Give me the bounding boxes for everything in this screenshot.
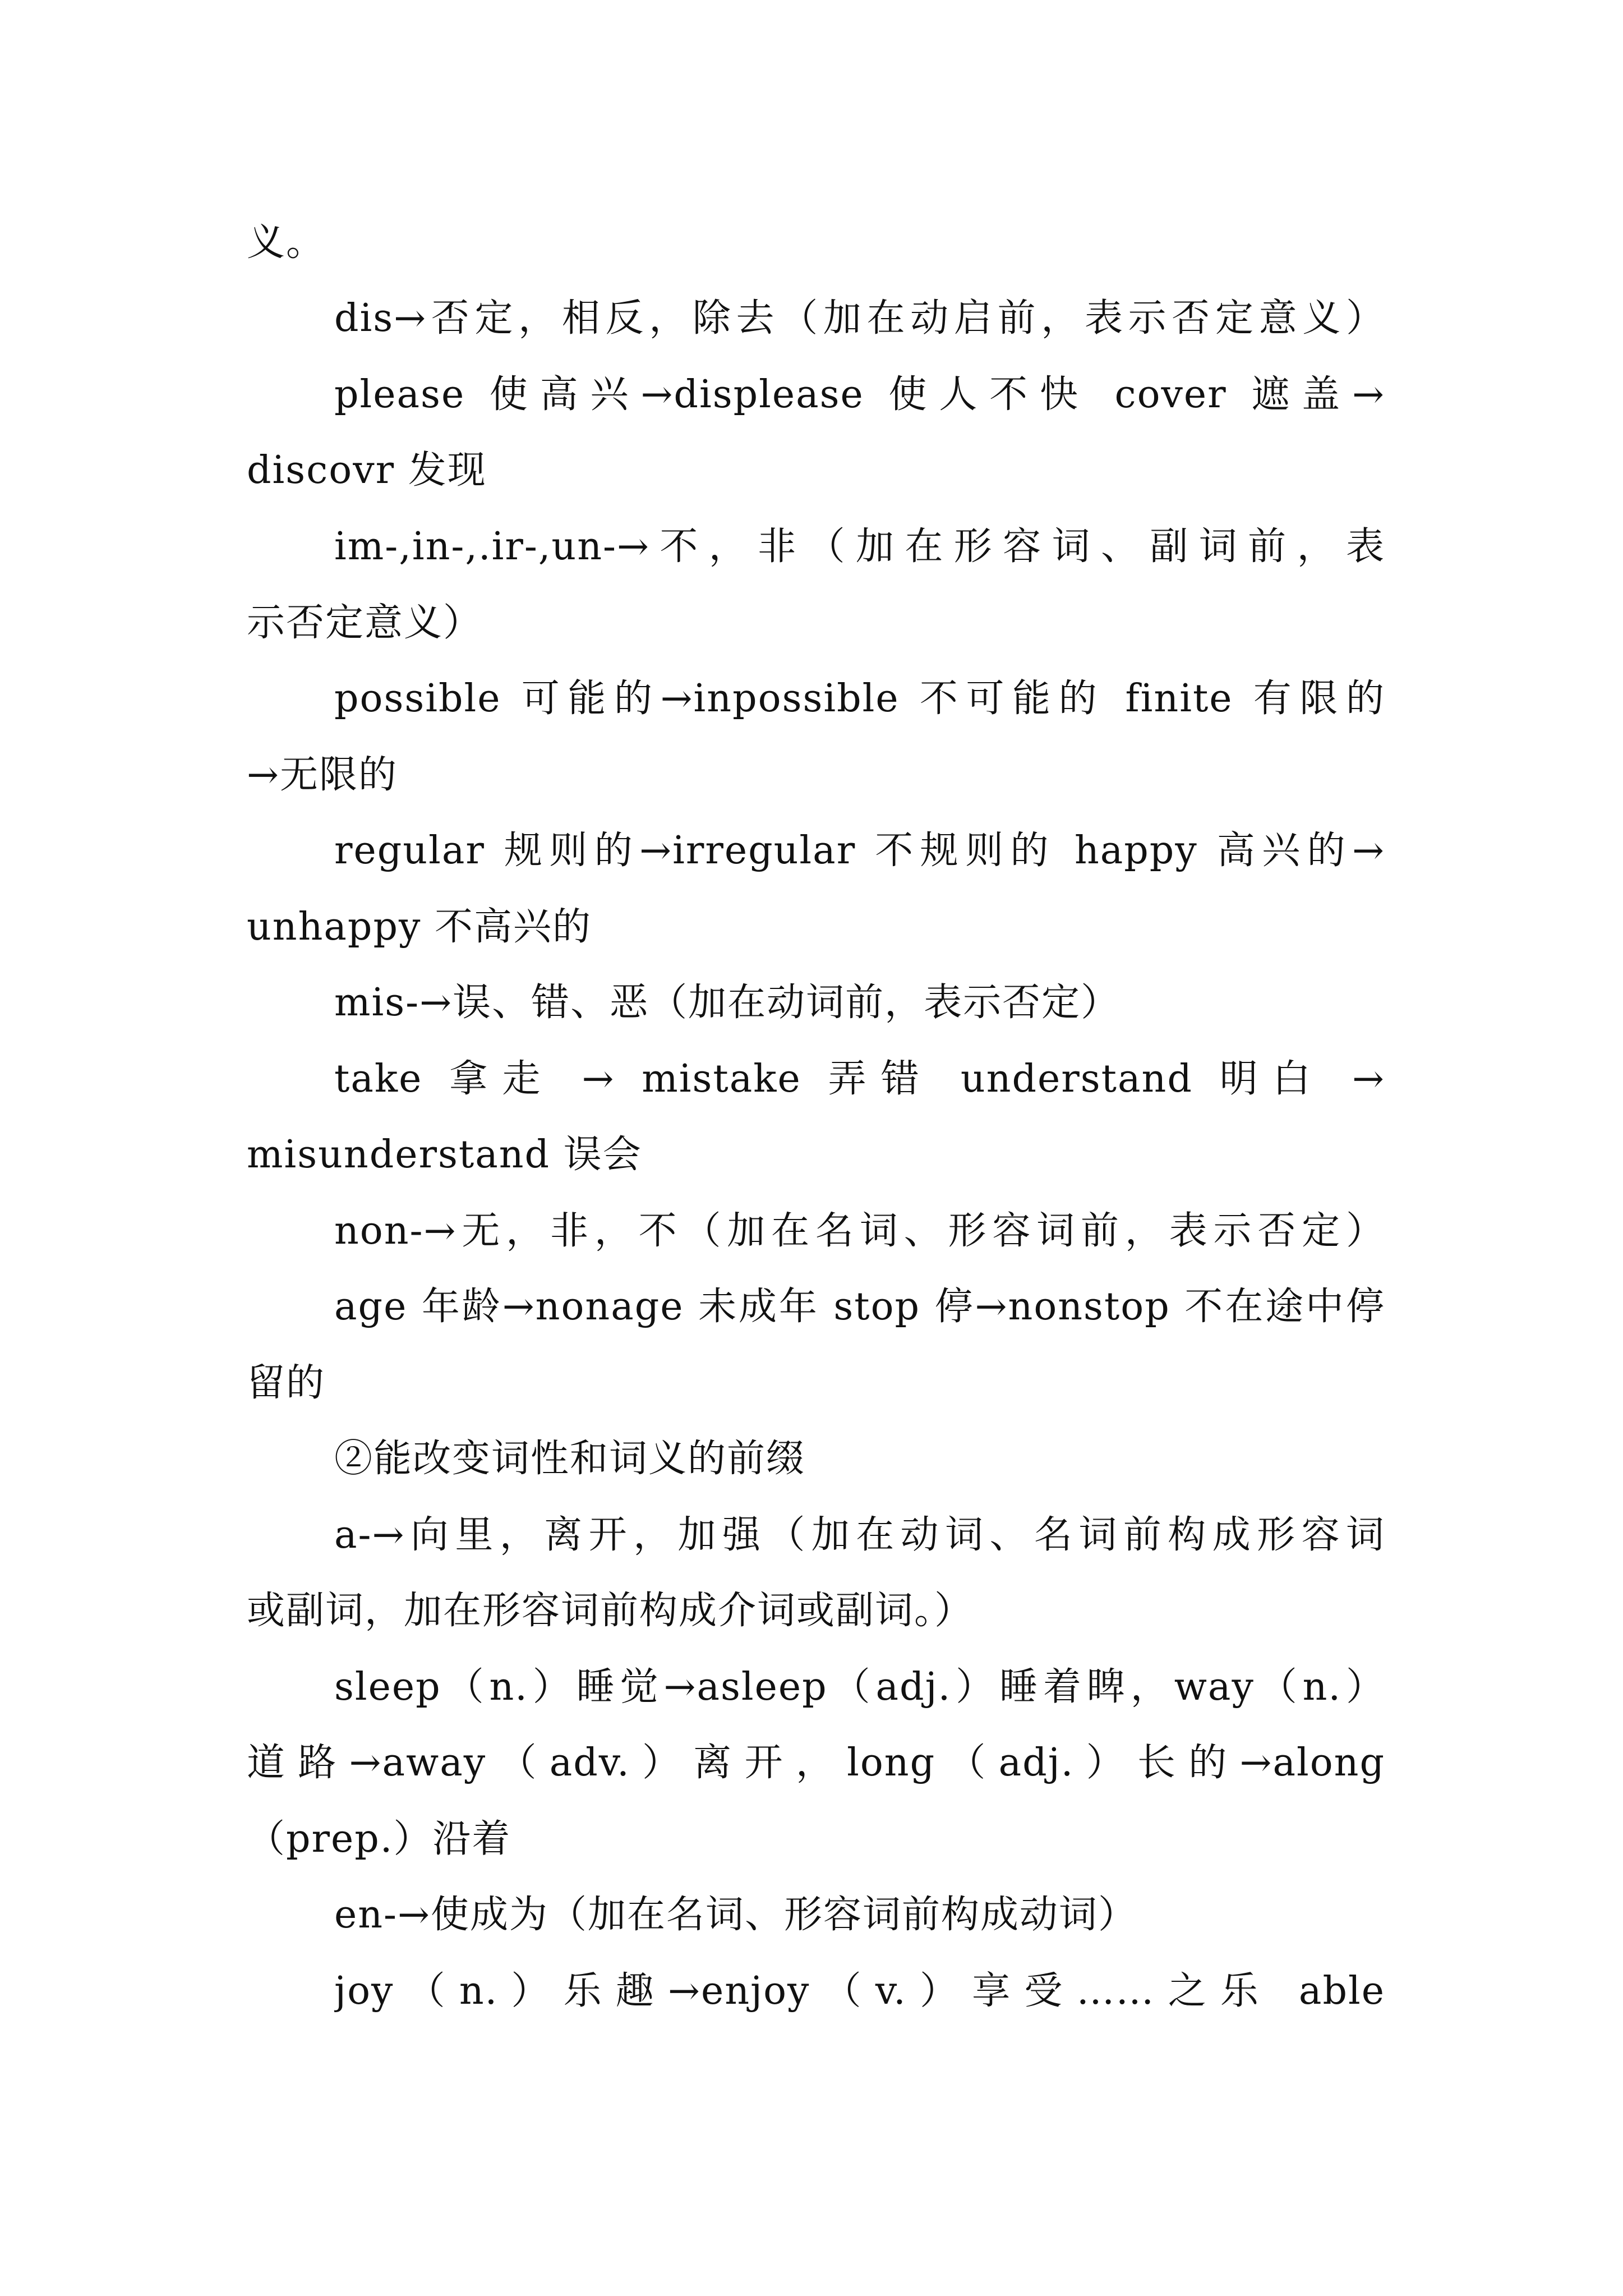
text-line: en-→使成为（加在名词、形容词前构成动词） [334, 1893, 1137, 1937]
section-heading: ②能改变词性和词义的前缀 [334, 1437, 806, 1481]
text-line: 或副词，加在形容词前构成介词或副词。） [247, 1589, 974, 1633]
text-line: →无限的 [247, 753, 398, 797]
text-line: age 年龄→nonage 未成年 stop 停→nonstop 不在途中停 [334, 1285, 1385, 1329]
text-line: dis→否定，相反，除去（加在动启前，表示否定意义） [334, 296, 1385, 341]
text-line: （prep.）沿着 [247, 1817, 511, 1861]
text-line: unhappy 不高兴的 [247, 905, 592, 949]
text-line: a-→向里，离开，加强（加在动词、名词前构成形容词 [334, 1513, 1385, 1557]
text-line: 留的 [247, 1361, 326, 1405]
text-line: please 使高兴→displease 使人不快 cover 遮盖→ [334, 372, 1385, 417]
text-line: take 拿走 → mistake 弄错 understand 明白 → [334, 1057, 1385, 1101]
text-line: sleep（n.）睡觉→asleep（adj.）睡着睥，way（n.） [334, 1665, 1385, 1709]
text-line: 道路→away（adv.）离开，long（adj.）长的→along [247, 1741, 1385, 1785]
text-line: misunderstand 误会 [247, 1133, 642, 1177]
text-line: 义。 [247, 220, 326, 265]
text-line: joy（n.）乐趣→enjoy（v.）享受……之乐 able [334, 1969, 1385, 2013]
text-line: mis-→误、错、恶（加在动词前，表示否定） [334, 981, 1121, 1025]
text-line: possible 可能的→inpossible 不可能的 finite 有限的 [334, 677, 1385, 721]
text-line: discovr 发现 [247, 448, 487, 493]
text-line: im-,in-,.ir-,un-→不，非（加在形容词、副词前，表 [334, 524, 1385, 569]
text-line: non-→无，非，不（加在名词、形容词前，表示否定） [334, 1209, 1385, 1253]
text-line: 示否定意义） [247, 601, 483, 645]
text-line: regular 规则的→irregular 不规则的 happy 高兴的→ [334, 829, 1385, 873]
